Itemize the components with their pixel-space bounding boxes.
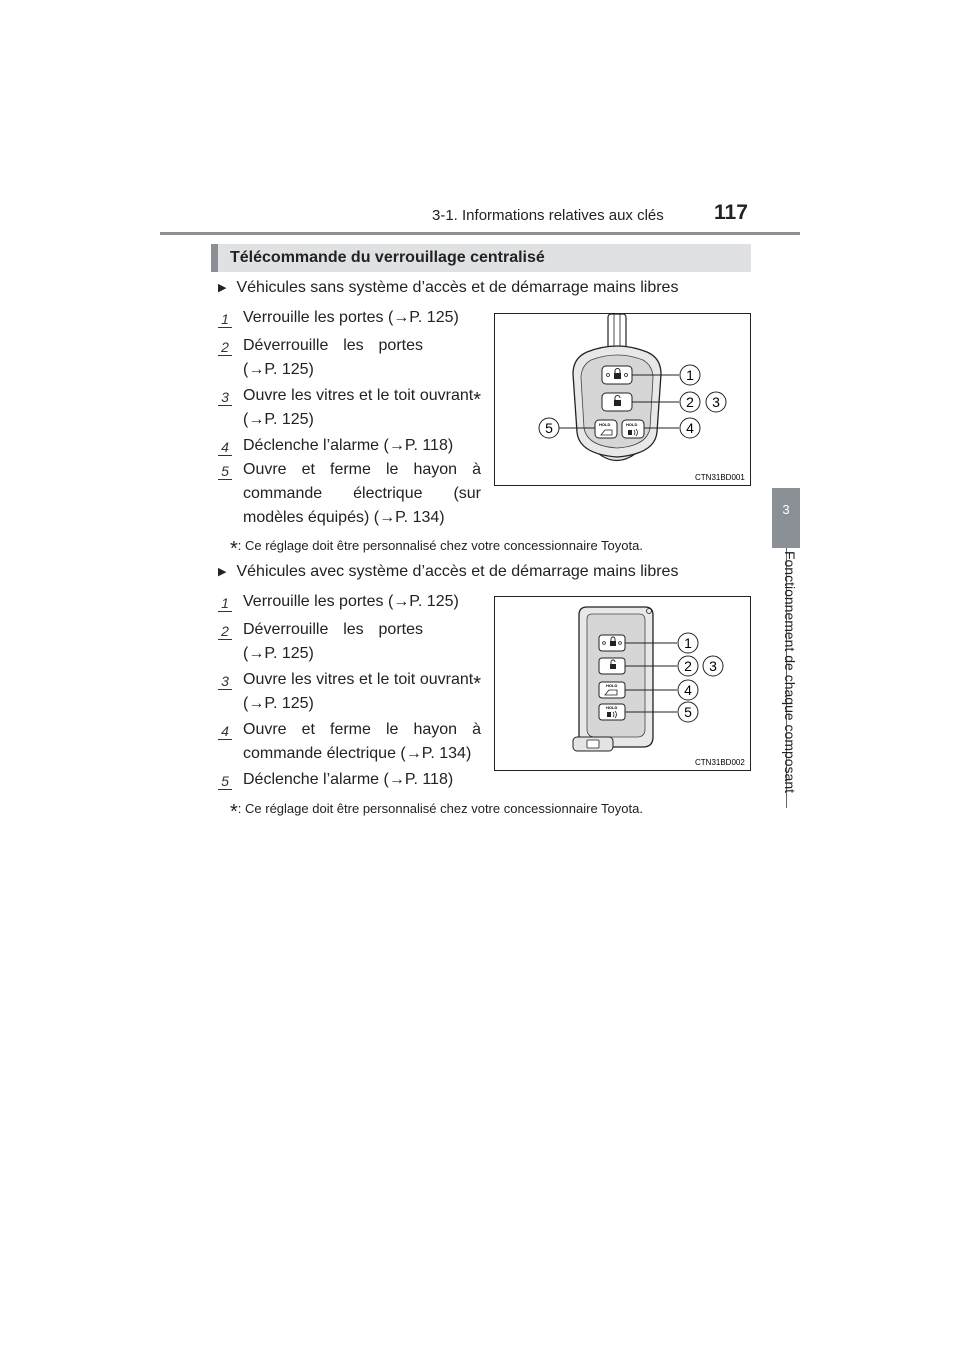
item-text: Verrouille les portes (→P. 125) bbox=[243, 309, 459, 326]
figure-smart-key bbox=[494, 596, 751, 771]
triangle-bullet-icon: ▶ bbox=[218, 282, 227, 294]
header-rule bbox=[160, 232, 800, 235]
item-text: Ouvre les vitres et le toit ouvrant* (→P. 125) bbox=[243, 671, 481, 712]
chapter-title: Fonctionnement de chaque composant bbox=[782, 550, 798, 794]
triangle-bullet-icon: ▶ bbox=[218, 566, 227, 578]
hold-label: HOLD bbox=[599, 422, 611, 427]
group2-heading: ▶ Véhicules avec système d’accès et de démarrage mains libres bbox=[218, 563, 679, 580]
callout: 3 bbox=[709, 658, 717, 674]
figure-code: CTN31BD002 bbox=[695, 758, 745, 767]
hold-label: HOLD bbox=[606, 705, 618, 710]
item-number: 1 bbox=[218, 595, 232, 612]
callout: 4 bbox=[686, 420, 694, 436]
item-number: 2 bbox=[218, 339, 232, 356]
page-number: 117 bbox=[714, 201, 748, 224]
callout: 2 bbox=[684, 658, 692, 674]
remote-key-illustration bbox=[495, 314, 750, 485]
item-text: Verrouille les portes (→P. 125) bbox=[243, 593, 459, 610]
smart-key-illustration bbox=[495, 597, 750, 770]
figure-remote-key bbox=[494, 313, 751, 486]
hold-label: HOLD bbox=[606, 683, 618, 688]
group1-heading: ▶ Véhicules sans système d’accès et de démarrage mains libres bbox=[218, 279, 679, 296]
callout: 1 bbox=[686, 367, 694, 383]
footnote: *: Ce réglage doit être personnalisé chez votre concessionnaire Toyota. bbox=[230, 801, 643, 823]
item-text: Ouvre et ferme le hayon à commande électrique (sur modèles équipés) (→P. 134) bbox=[243, 461, 481, 526]
item-text: Déclenche l’alarme (→P. 118) bbox=[243, 771, 454, 788]
item-text: Déverrouille les portes (→P. 125) bbox=[243, 621, 423, 662]
item-text: Ouvre et ferme le hayon à commande électrique (→P. 134) bbox=[243, 721, 481, 762]
callout: 5 bbox=[684, 704, 692, 720]
running-header-section: 3-1. Informations relatives aux clés bbox=[432, 207, 664, 224]
item-text: Ouvre les vitres et le toit ouvrant* (→P. 125) bbox=[243, 387, 481, 428]
item-number: 3 bbox=[218, 389, 232, 406]
callout: 1 bbox=[684, 635, 692, 651]
section-title: Télécommande du verrouillage centralisé bbox=[211, 244, 751, 272]
item-number: 2 bbox=[218, 623, 232, 640]
item-number: 3 bbox=[218, 673, 232, 690]
item-text: Déclenche l’alarme (→P. 118) bbox=[243, 437, 454, 454]
item-number: 5 bbox=[218, 773, 232, 790]
callout: 4 bbox=[684, 682, 692, 698]
callout: 5 bbox=[545, 420, 553, 436]
footnote: *: Ce réglage doit être personnalisé chez votre concessionnaire Toyota. bbox=[230, 538, 643, 560]
item-number: 4 bbox=[218, 439, 232, 456]
callout: 2 bbox=[686, 394, 694, 410]
callout: 3 bbox=[712, 394, 720, 410]
item-number: 5 bbox=[218, 463, 232, 480]
hold-label: HOLD bbox=[626, 422, 638, 427]
item-number: 4 bbox=[218, 723, 232, 740]
item-number: 1 bbox=[218, 311, 232, 328]
chapter-number: 3 bbox=[782, 502, 790, 517]
figure-code: CTN31BD001 bbox=[695, 473, 745, 482]
item-text: Déverrouille les portes (→P. 125) bbox=[243, 337, 423, 378]
